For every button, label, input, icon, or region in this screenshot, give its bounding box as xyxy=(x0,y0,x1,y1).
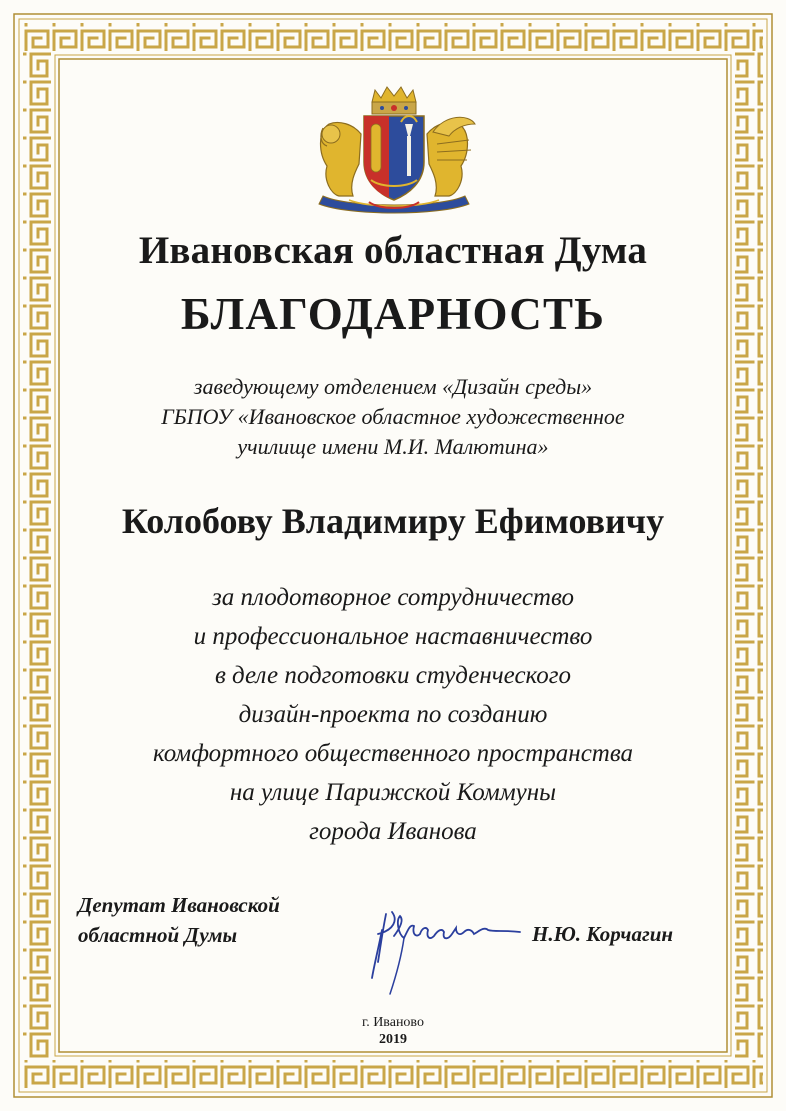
coat-of-arms xyxy=(309,84,479,216)
recipient-position-line: заведующему отделением «Дизайн среды» xyxy=(193,374,593,399)
handwritten-signature xyxy=(364,890,524,1000)
reason-line: и профессиональное наставничество xyxy=(193,623,593,650)
place-of-issue: г. Иваново xyxy=(362,1015,424,1030)
signatory-title xyxy=(78,890,358,950)
recipient-position xyxy=(70,372,716,462)
year-of-issue: 2019 xyxy=(379,1032,407,1047)
issuer-title: Ивановская областная Дума xyxy=(138,229,648,272)
lion-supporter-icon xyxy=(321,122,362,196)
reason-line: на улице Парижской Коммуны xyxy=(229,779,557,806)
recipient-position-line: училище имени М.И. Малютина» xyxy=(237,434,549,459)
signatory-name: Н.Ю. Корчагин xyxy=(532,922,674,946)
signatory-title-line: Депутат Ивановской xyxy=(78,893,280,917)
recipient-name: Колобову Владимиру Ефимовичу xyxy=(121,501,665,541)
recipient-position-line: ГБПОУ «Ивановское областное художественное xyxy=(161,404,625,429)
reason-line: в деле подготовки студенческого xyxy=(214,662,572,689)
crown-icon xyxy=(372,87,416,114)
reason-line: дизайн-проекта по созданию xyxy=(238,701,548,728)
griffin-supporter-icon xyxy=(427,117,475,196)
reason-line: комфортного общественного пространства xyxy=(152,740,634,767)
certificate-content xyxy=(70,80,716,1047)
signatory-title-line: областной Думы xyxy=(78,923,238,947)
document-title: БЛАГОДАРНОСТЬ xyxy=(180,289,606,339)
shield-icon xyxy=(364,116,424,200)
reason-text xyxy=(70,578,716,851)
reason-line: за плодотворное сотрудничество xyxy=(212,584,574,611)
reason-line: города Иванова xyxy=(309,818,477,845)
